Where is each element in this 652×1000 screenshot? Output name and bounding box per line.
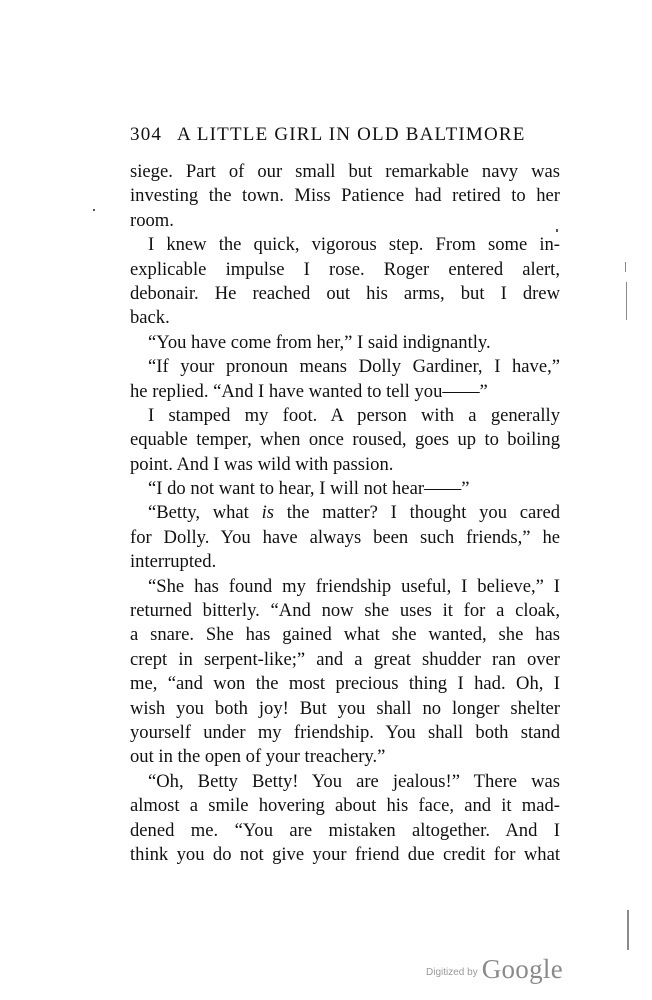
text-segment: the matter? I thought you cared — [274, 502, 561, 524]
text-line: back. — [130, 307, 170, 329]
text-line: almost a smile hovering about his face, and it mad- — [130, 795, 560, 817]
text-line: dened me. “You are mistaken altogether. And I — [130, 819, 560, 841]
running-header — [130, 124, 562, 146]
digitized-by-google-watermark — [426, 954, 563, 985]
running-title: A LITTLE GIRL IN OLD BALTIMORE — [177, 124, 526, 145]
text-line: yourself under my friendship. You shall both stand — [130, 721, 560, 743]
text-line: I knew the quick, vigorous step. From some in- — [148, 234, 560, 256]
text-line: me, “and won the most precious thing I had. Oh, I — [130, 673, 560, 695]
scan-edge-mark — [625, 262, 626, 272]
text-line: “You have come from her,” I said indignantly. — [148, 331, 491, 353]
text-line: “If your pronoun means Dolly Gardiner, I have,” — [148, 356, 560, 378]
google-logo: Google — [481, 954, 563, 984]
text-line: out in the open of your treachery.” — [130, 746, 386, 768]
text-line: debonair. He reached out his arms, but I drew — [130, 282, 560, 304]
text-line: I stamped my foot. A person with a generally — [148, 404, 560, 426]
text-segment: “Betty, what — [148, 502, 262, 524]
text-line: for Dolly. You have always been such friends,” he — [130, 526, 560, 548]
text-line: siege. Part of our small but remarkable navy was — [130, 161, 560, 182]
text-line — [130, 501, 560, 525]
page-number: 304 — [130, 124, 163, 145]
scan-edge-mark — [627, 910, 629, 950]
text-line: think you do not give your friend due credit for what — [130, 843, 560, 865]
text-line: “I do not want to hear, I will not hear——” — [148, 478, 470, 500]
text-line: crept in serpent-like;” and a great shudder ran over — [130, 648, 560, 670]
text-line: a snare. She has gained what she wanted, she has — [130, 624, 560, 646]
text-line: returned bitterly. “And now she uses it for a cloak, — [130, 600, 560, 622]
text-line: he replied. “And I have wanted to tell you——” — [130, 380, 488, 402]
scan-edge-mark — [626, 282, 627, 320]
text-line: “Oh, Betty Betty! You are jealous!” There was — [148, 770, 560, 792]
text-line: investing the town. Miss Patience had retired to her — [130, 185, 560, 207]
watermark-prefix: Digitized by — [426, 967, 478, 978]
scan-speck — [556, 229, 558, 232]
text-line: room. — [130, 209, 174, 231]
text-line: explicable impulse I rose. Roger entered alert, — [130, 258, 560, 280]
page-body-text — [130, 160, 560, 867]
text-line: equable temper, when once roused, goes up to boiling — [130, 429, 560, 451]
text-line: wish you both joy! But you shall no longer shelter — [130, 697, 560, 719]
text-line: “She has found my friendship useful, I believe,” I — [148, 575, 560, 597]
text-line: interrupted. — [130, 551, 217, 573]
text-line: point. And I was wild with passion. — [130, 453, 394, 475]
scan-speck — [93, 209, 95, 211]
italic-word: is — [261, 502, 274, 524]
